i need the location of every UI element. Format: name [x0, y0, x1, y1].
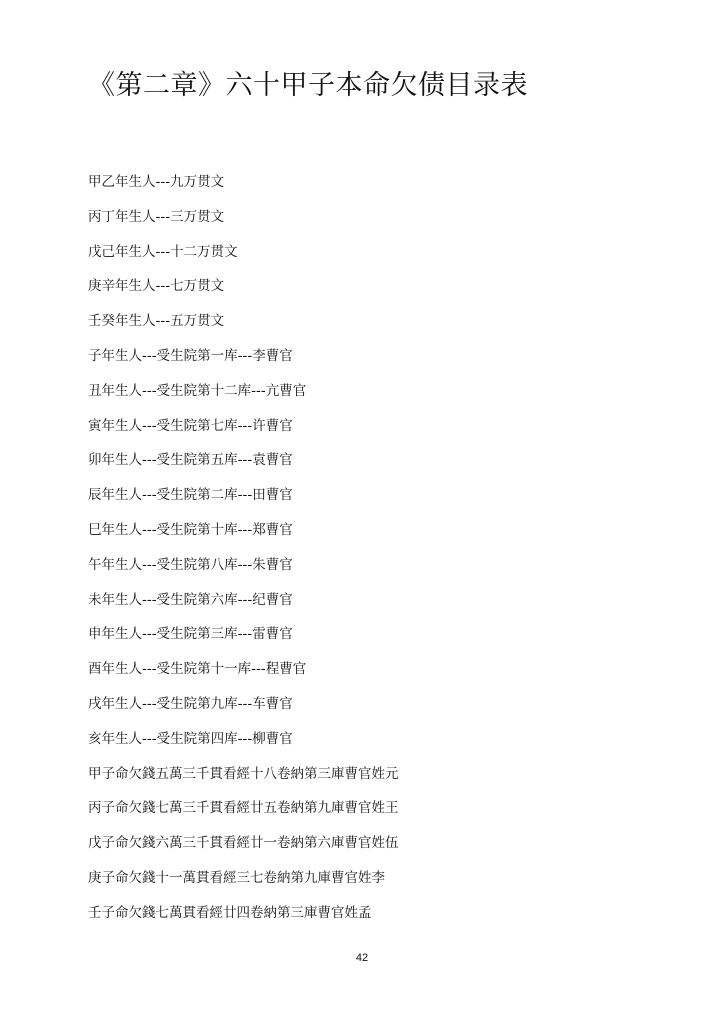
list-item: 丙丁年生人---三万贯文 [88, 208, 225, 225]
page-number: 42 [355, 952, 369, 964]
list-item: 寅年生人---受生院第七库---许曹官 [88, 417, 293, 434]
list-item: 巳年生人---受生院第十库---郑曹官 [88, 521, 293, 538]
list-item: 戊己年生人---十二万贯文 [88, 243, 238, 260]
list-item: 酉年生人---受生院第十一库---程曹官 [88, 661, 307, 678]
list-item: 戊子命欠錢六萬三千貫看經廿一卷納第六庫曹官姓伍 [88, 835, 399, 852]
list-item: 辰年生人---受生院第二库---田曹官 [88, 487, 293, 504]
debt-list [88, 170, 399, 936]
list-item: 卯年生人---受生院第五库---袁曹官 [88, 452, 293, 469]
list-item: 壬癸年生人---五万贯文 [88, 313, 225, 330]
page-title: 《第二章》六十甲子本命欠债目录表 [88, 70, 528, 101]
list-item: 庚辛年生人---七万贯文 [88, 278, 225, 295]
list-item: 壬子命欠錢七萬貫看經廿四卷納第三庫曹官姓孟 [88, 904, 372, 921]
list-item: 甲乙年生人---九万贯文 [88, 174, 225, 190]
list-item: 丙子命欠錢七萬三千貫看經廿五卷納第九庫曹官姓王 [88, 800, 399, 817]
list-item: 申年生人---受生院第三库---雷曹官 [88, 626, 293, 643]
list-item: 亥年生人---受生院第四库---柳曹官 [88, 730, 293, 747]
list-item: 午年生人---受生院第八库---朱曹官 [88, 556, 293, 573]
list-item: 未年生人---受生院第六库---纪曹官 [88, 591, 293, 608]
list-item: 庚子命欠錢十一萬貫看經三七卷納第九庫曹官姓李 [88, 869, 385, 886]
list-item: 甲子命欠錢五萬三千貫看經十八卷納第三庫曹官姓元 [88, 765, 399, 782]
list-item: 丑年生人---受生院第十二库---亢曹官 [88, 382, 307, 399]
list-item: 子年生人---受生院第一库---李曹官 [88, 347, 293, 364]
list-item: 戌年生人---受生院第九库---车曹官 [88, 695, 293, 712]
